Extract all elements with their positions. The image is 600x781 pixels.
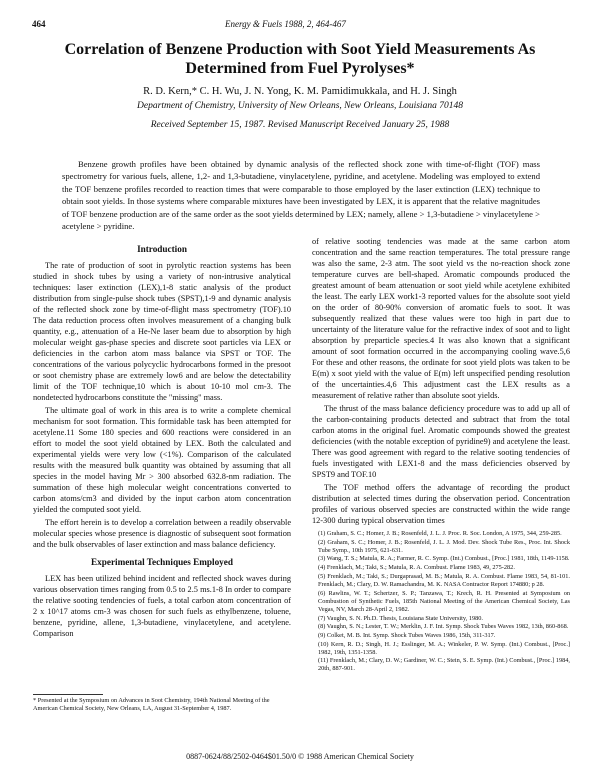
reference-item: (6) Rawlins, W. T.; Schertzer, S. P.; Tanzawa, T.; Krech, R. H. Presented at Symposium on Combustion of Synthetic Fuels, 185th National Meeting of the American Chemical Society, Las Vegas, NV, March 28-April 2, 1982. — [318, 589, 570, 613]
experimental-paragraph-1: LEX has been utilized behind incident and reflected shock waves during various observation times ranging from 0.5 to 2.5 ms.1-8 In order to compare the relative sooting tendencies of fuels, a total carbon atom concentration of 2 x 10^17 atoms cm-3 was chosen for such fuels as ethylbenzene, toluene, benzene, pyridine, allene, 1,3-butadiene, vinylacetylene, and acetylene. Comparison — [33, 574, 291, 638]
reference-item: (10) Kern, R. D.; Singh, H. J.; Esslinger, M. A.; Winkeler, P. W. Symp. (Int.) Combust., [Proc.] 1982, 19th, 1351-1358. — [318, 640, 570, 656]
received-dates: Received September 15, 1987. Revised Manuscript Received January 25, 1988 — [150, 120, 450, 130]
reference-item: (7) Vaughn, S. N. Ph.D. Thesis, Louisiana State University, 1980. — [318, 614, 483, 622]
footnote: * Presented at the Symposium on Advances in Soot Chemistry, 194th National Meeting of the American Chemical Society, New Orleans, LA, August 31-September 4, 1987. — [33, 697, 270, 713]
reference-item: (3) Wang, T. S.; Matula, R. A.; Farmer, R. C. Symp. (Int.) Combust., [Proc.] 1981, 18th, 1149-1158. — [318, 555, 570, 563]
intro-paragraph-1: The rate of production of soot in pyrolytic reaction systems has been studied in shock tubes by using a variety of non-intrusive analytical techniques: laser extinction (LEX),1-8 static analysis of the product distribution from single-pulse shock tubes (SPST),1-9 and dynamic analysis of the reflected shock zone by time-of-flight mass spectrometry (TOF).10 The data reduction process often involves measurement of a changing bulk quantity, e.g., attenuation of a He-Ne laser beam due to absorption by high molecular weight gas-phase species and discrete soot particles via LEX or deficiencies in the carbon atom mass balance via SPST or TOF. The concentrations of the various polycyclic hydrocarbons formed in the presoot or soot chemistry phase are extremely low6 and are below the detectability limit of the TOF technique,10 which is about 10-10 mol cm-3. The nondetected hydrocarbons constitute the "missing" mass. — [33, 261, 291, 402]
reference-item: (5) Frenklach, M.; Taki, S.; Durgaprasad, M. B.; Matula, R. A. Combust. Flame 1983, 54, 81-101. Frenklach, M.; Clary, D. W. Ramachandra, M. K. NASA Contractor Report 174880; p 28. — [318, 572, 570, 588]
reference-item: (2) Graham, S. C.; Homer, J. B.; Rosenfeld, J. L. J. Mod. Dev. Shock Tube Res., Proc. Int. Shock Tube Symp., 10th 1975, 621-631. — [318, 538, 570, 554]
reference-item: (1) Graham, S. C.; Homer, J. B.; Rosenfeld, J. L. J. Proc. R. Soc. London, A 1975, 344, 259-285. — [318, 530, 562, 537]
footnote-rule — [33, 694, 103, 695]
right-paragraph-2: The thrust of the mass balance deficiency procedure was to add up all of the carbon-containing products detected and subtract that from the total carbon atoms in the original fuel. Aromatic compounds showed the greatest deficiencies (with the notable exception of pyridine9) and acetylene the least. There was good agreement with regard to the relative sooting tendencies of fuels investigated with LEX1-8 and the mass deficiencies observed by SPST9 and TOF.10 — [312, 404, 570, 479]
reference-item: (4) Frenklach, M.; Taki, S.; Matula, R. A. Combust. Flame 1983, 49, 275-282. — [318, 564, 515, 572]
experimental-heading: Experimental Techniques Employed — [91, 557, 233, 567]
article-title: Correlation of Benzene Production with Soot Yield Measurements As Determined from Fuel Pyrolyses* — [64, 41, 536, 77]
reference-item: (8) Vaughn, S. N.; Lester, T. W.; Merklin, J. F. Int. Symp. Shock Tubes Waves 1982, 13th, 860-868. — [318, 623, 569, 631]
introduction-heading: Introduction — [137, 244, 187, 254]
abstract: Benzene growth profiles have been obtained by dynamic analysis of the reflected shock zone with time-of-flight (TOF) mass spectrometry for various fuels, allene, 1,2- and 1,3-butadiene, vinylacetylene, pyridine, and acetylene. Modeling was employed to extend the TOF benzene profiles recorded to reaction times that were comparable to those employed by the laser extinction (LEX) technique to obtain soot yields. In those systems where comparable mixtures have been investigated by LEX, it is apparent that the relative magnitudes of TOF benzene production are of the same order as the soot yields determined by LEX; namely, allene > 1,3-butadiene > vinylacetylene > acetylene > pyridine. — [62, 159, 540, 232]
reference-item: (11) Frenklach, M.; Clary, D. W.; Gardiner, W. C.; Stein, S. E. Symp. (Int.) Combust., [Proc.] 1984, 20th, 887-901. — [318, 657, 570, 673]
reference-item: (9) Colket, M. B. Int. Symp. Shock Tubes Waves 1986, 15th, 311-317. — [318, 631, 496, 639]
left-column — [33, 244, 291, 641]
references — [312, 530, 570, 674]
right-paragraph-1: of relative sooting tendencies was made at the same carbon atom concentration and the same reaction temperatures. The total pressure range was also the same, 2-3 atm. The soot yield vs the no-reaction shock zone temperature curves are bell-shaped. Aromatic compounds produced the greatest amount of beam attenuation or soot yield while acetylene exhibited the least. The early LEX work1-3 reported values for the absolute soot yield on the order of 80-90% conversion of aromatic fuels to soot. It was subsequently realized that these values were too high in part due to uncertainty of the literature value for the refractive index of soot and to light absorption by preparticle species.4 It was also known that a significant amount of soot formation occurred in the accompanying cooling wave.5,6 For these and other reasons, the ordinate for soot yield plots was taken to be E(m) x soot yield with the value of E(m) left unspecified pending resolution of the uncertainties.4,6 This adjustment cast the LEX results as a measurement of relative rather than absolute soot yields. — [312, 237, 570, 400]
intro-paragraph-3: The effort herein is to develop a correlation between a readily observable molecular species whose presence is diagnostic of subsequent soot formation and the bulk observables of laser extinction and mass balance deficiency. — [33, 518, 291, 549]
footer-copyright: 0887-0624/88/2502-0464$01.50/0 © 1988 American Chemical Society — [186, 752, 414, 761]
intro-paragraph-2: The ultimate goal of work in this area is to write a complete chemical mechanism for soot formation. This formidable task has been attempted for acetylene.11 Some 180 species and 600 reactions were considered in an effort to model the soot yield obtained by LEX. Both the calculated and experimental yields were very low (<1%). Comparison of the calculated results with the measured bulk quantity was obtained by assuming that all species in the model having Mr > 300 absorbed 632.8-nm radiation. The summation of these high molecular weight concentrations converted to carbon atoms/cm3 and divided by the input carbon atom concentration yielded the computed soot yield. — [33, 406, 291, 514]
affiliation: Department of Chemistry, University of New Orleans, New Orleans, Louisiana 70148 — [137, 101, 463, 111]
running-head: Energy & Fuels 1988, 2, 464-467 — [225, 19, 346, 29]
right-paragraph-3: The TOF method offers the advantage of recording the product distribution at selected times during the observation period. Concentration profiles of various observed species are constructed within the wide range 12-300 during typical observation times — [312, 483, 570, 525]
authors: R. D. Kern,* C. H. Wu, J. N. Yong, K. M. Pamidimukkala, and H. J. Singh — [143, 86, 457, 97]
page-number: 464 — [32, 19, 46, 29]
right-column — [312, 236, 570, 674]
